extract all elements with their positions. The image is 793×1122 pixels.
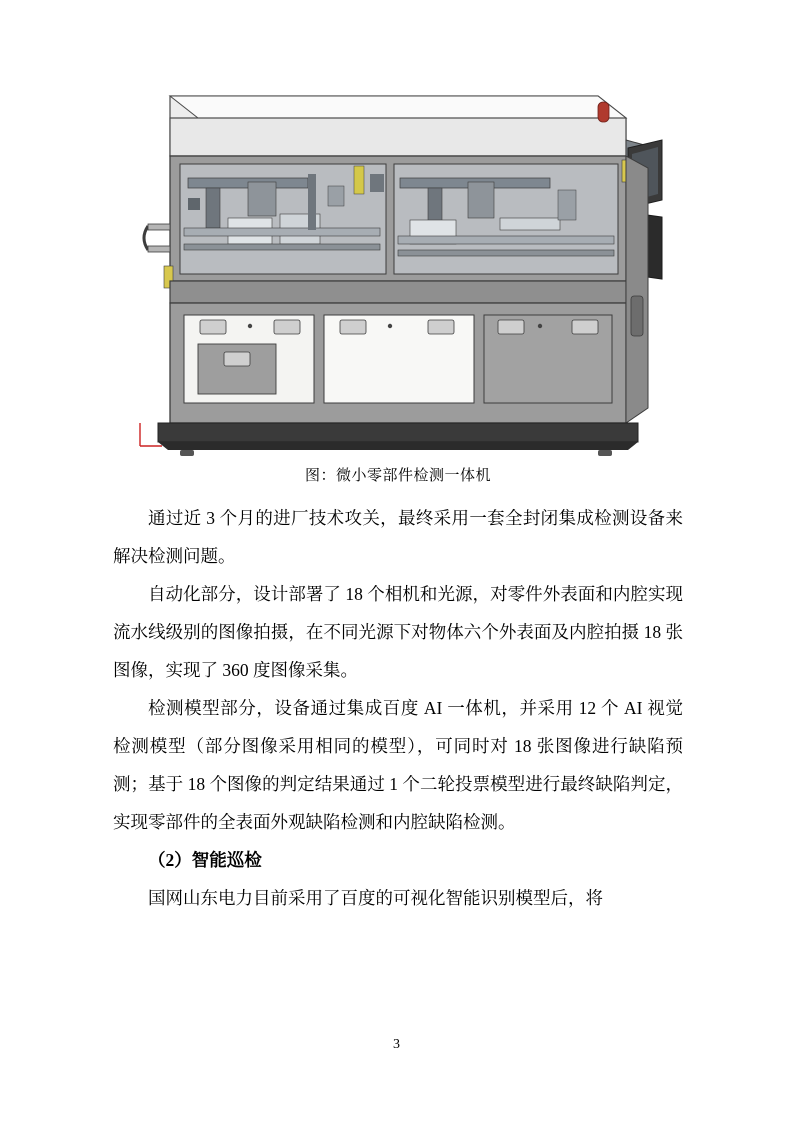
paragraph-1: 通过近 3 个月的进厂技术攻关，最终采用一套全封闭集成检测设备来解决检测问题。 — [113, 508, 683, 566]
section-heading: （2）智能巡检 — [148, 850, 262, 870]
figure-caption: 图：微小零部件检测一体机 — [304, 468, 491, 484]
figure-block — [113, 78, 683, 458]
paragraph-4: 国网山东电力目前采用了百度的可视化智能识别模型后，将 — [148, 888, 603, 908]
machine-illustration — [128, 78, 668, 458]
paragraph-2: 自动化部分，设计部署了 18 个相机和光源，对零件外表面和内腔实现流水线级别的图像拍摄，在不同光源下对物体六个外表面及内腔拍摄 18 张图像，实现了 360 度图像采集。 — [113, 584, 683, 680]
page-content — [113, 78, 683, 917]
page-number: 3 — [393, 1037, 400, 1052]
machine-svg — [128, 78, 668, 458]
paragraph-3: 检测模型部分，设备通过集成百度 AI 一体机，并采用 12 个 AI 视觉检测模型（部分图像采用相同的模型），可同时对 18 张图像进行缺陷预测；基于 18 个图像的判定结果通过 1 个二轮投票模型进行最终缺陷判定，实现零部件的全表面外观缺陷检测和内腔缺陷检测。 — [113, 698, 683, 832]
